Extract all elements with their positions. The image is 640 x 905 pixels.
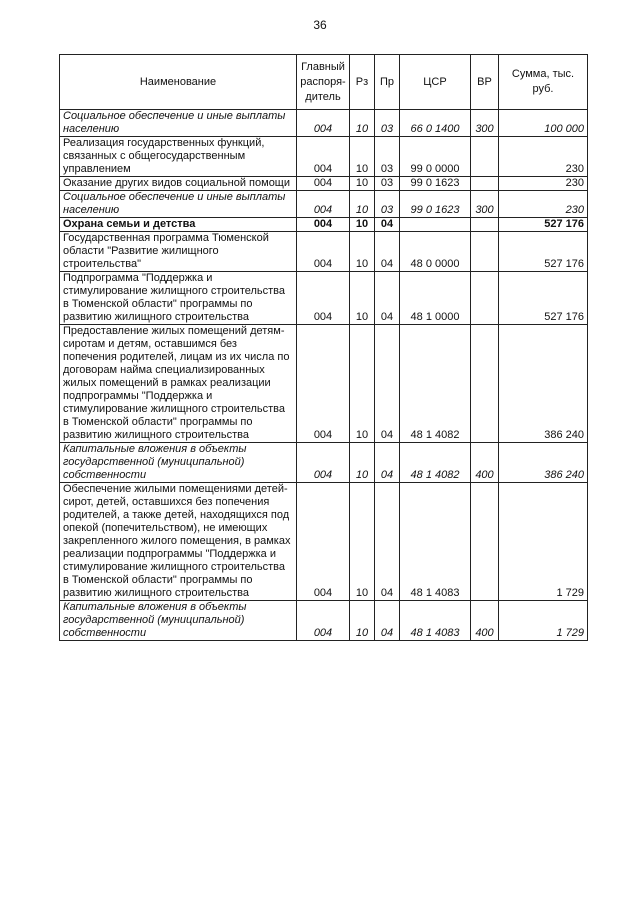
table-row	[60, 232, 588, 272]
cell-expense-type	[471, 218, 499, 232]
cell-expense-type: 400	[471, 601, 499, 641]
cell-target-article: 99 0 0000	[400, 137, 471, 177]
cell-name: Охрана семьи и детства	[60, 218, 297, 232]
table-row	[60, 137, 588, 177]
cell-expense-type	[471, 177, 499, 191]
cell-expense-type	[471, 483, 499, 601]
cell-main-manager: 004	[297, 443, 350, 483]
budget-table	[59, 54, 588, 641]
cell-name: Капитальные вложения в объекты государственной (муниципальной) собственности	[60, 443, 297, 483]
cell-main-manager: 004	[297, 272, 350, 325]
header-expense-type: ВР	[471, 55, 499, 110]
cell-target-article: 48 0 0000	[400, 232, 471, 272]
cell-target-article: 99 0 1623	[400, 191, 471, 218]
table-row	[60, 177, 588, 191]
cell-main-manager: 004	[297, 483, 350, 601]
cell-target-article: 48 1 4083	[400, 601, 471, 641]
cell-section: 10	[350, 232, 375, 272]
cell-section: 10	[350, 325, 375, 443]
cell-sum: 386 240	[499, 325, 588, 443]
cell-subsection: 04	[375, 325, 400, 443]
table-row	[60, 191, 588, 218]
cell-section: 10	[350, 272, 375, 325]
cell-subsection: 04	[375, 272, 400, 325]
cell-main-manager: 004	[297, 110, 350, 137]
table-row	[60, 483, 588, 601]
cell-subsection: 03	[375, 110, 400, 137]
cell-name: Предоставление жилых помещений детям-сиротам и детям, оставшимся без попечения родителей, лицам из их числа по договорам найма специализированных жилых помещений в рамках реализации подпрограммы "Поддержка и стимулирование жилищного строительства в Тюменской области" программы по развитию жилищного строительства	[60, 325, 297, 443]
cell-expense-type	[471, 232, 499, 272]
cell-expense-type: 400	[471, 443, 499, 483]
cell-section: 10	[350, 110, 375, 137]
cell-main-manager: 004	[297, 601, 350, 641]
cell-subsection: 03	[375, 137, 400, 177]
table-row	[60, 218, 588, 232]
header-section: Рз	[350, 55, 375, 110]
cell-subsection: 04	[375, 218, 400, 232]
cell-section: 10	[350, 137, 375, 177]
cell-section: 10	[350, 177, 375, 191]
cell-section: 10	[350, 483, 375, 601]
cell-main-manager: 004	[297, 218, 350, 232]
cell-target-article: 48 1 4083	[400, 483, 471, 601]
cell-expense-type	[471, 325, 499, 443]
cell-sum: 230	[499, 191, 588, 218]
table-row	[60, 443, 588, 483]
cell-target-article: 99 0 1623	[400, 177, 471, 191]
page-number: 36	[313, 18, 327, 32]
cell-target-article: 48 1 4082	[400, 325, 471, 443]
cell-subsection: 03	[375, 191, 400, 218]
cell-name: Социальное обеспечение и иные выплаты населению	[60, 191, 297, 218]
cell-subsection: 03	[375, 177, 400, 191]
table-row	[60, 272, 588, 325]
header-main-manager: Главный распоря-дитель	[297, 55, 350, 110]
cell-name: Оказание других видов социальной помощи	[60, 177, 297, 191]
header-sum: Сумма, тыс. руб.	[499, 55, 588, 110]
cell-name: Государственная программа Тюменской области "Развитие жилищного строительства"	[60, 232, 297, 272]
cell-section: 10	[350, 601, 375, 641]
cell-expense-type	[471, 137, 499, 177]
cell-sum: 230	[499, 177, 588, 191]
cell-sum: 1 729	[499, 601, 588, 641]
cell-name: Капитальные вложения в объекты государственной (муниципальной) собственности	[60, 601, 297, 641]
cell-sum: 230	[499, 137, 588, 177]
table-row	[60, 110, 588, 137]
cell-subsection: 04	[375, 601, 400, 641]
table-body	[60, 110, 588, 641]
cell-sum: 1 729	[499, 483, 588, 601]
cell-subsection: 04	[375, 443, 400, 483]
cell-expense-type: 300	[471, 191, 499, 218]
cell-subsection: 04	[375, 483, 400, 601]
cell-name: Подпрограмма "Поддержка и стимулирование жилищного строительства в Тюменской области" программы по развитию жилищного строительства	[60, 272, 297, 325]
cell-name: Социальное обеспечение и иные выплаты населению	[60, 110, 297, 137]
cell-main-manager: 004	[297, 137, 350, 177]
cell-section: 10	[350, 218, 375, 232]
cell-main-manager: 004	[297, 177, 350, 191]
table-header-row	[60, 55, 588, 110]
cell-main-manager: 004	[297, 191, 350, 218]
cell-sum: 527 176	[499, 218, 588, 232]
cell-sum: 527 176	[499, 272, 588, 325]
header-name: Наименование	[60, 55, 297, 110]
cell-expense-type	[471, 272, 499, 325]
cell-main-manager: 004	[297, 325, 350, 443]
cell-name: Обеспечение жилыми помещениями детей-сирот, детей, оставшихся без попечения родителей, а также детей, находящихся под опекой (попечительством), не имеющих закрепленного жилого помещения, в рамках реализации подпрограммы "Поддержка и стимулирование жилищного строительства в Тюменской области" программы по развитию жилищного строительства	[60, 483, 297, 601]
cell-subsection: 04	[375, 232, 400, 272]
cell-main-manager: 004	[297, 232, 350, 272]
cell-sum: 527 176	[499, 232, 588, 272]
header-subsection: Пр	[375, 55, 400, 110]
cell-sum: 386 240	[499, 443, 588, 483]
table-row	[60, 601, 588, 641]
cell-target-article: 66 0 1400	[400, 110, 471, 137]
cell-section: 10	[350, 191, 375, 218]
cell-sum: 100 000	[499, 110, 588, 137]
cell-target-article: 48 1 4082	[400, 443, 471, 483]
table-row	[60, 325, 588, 443]
cell-target-article	[400, 218, 471, 232]
cell-name: Реализация государственных функций, связанных с общегосударственным управлением	[60, 137, 297, 177]
header-target-article: ЦСР	[400, 55, 471, 110]
cell-target-article: 48 1 0000	[400, 272, 471, 325]
cell-expense-type: 300	[471, 110, 499, 137]
cell-section: 10	[350, 443, 375, 483]
